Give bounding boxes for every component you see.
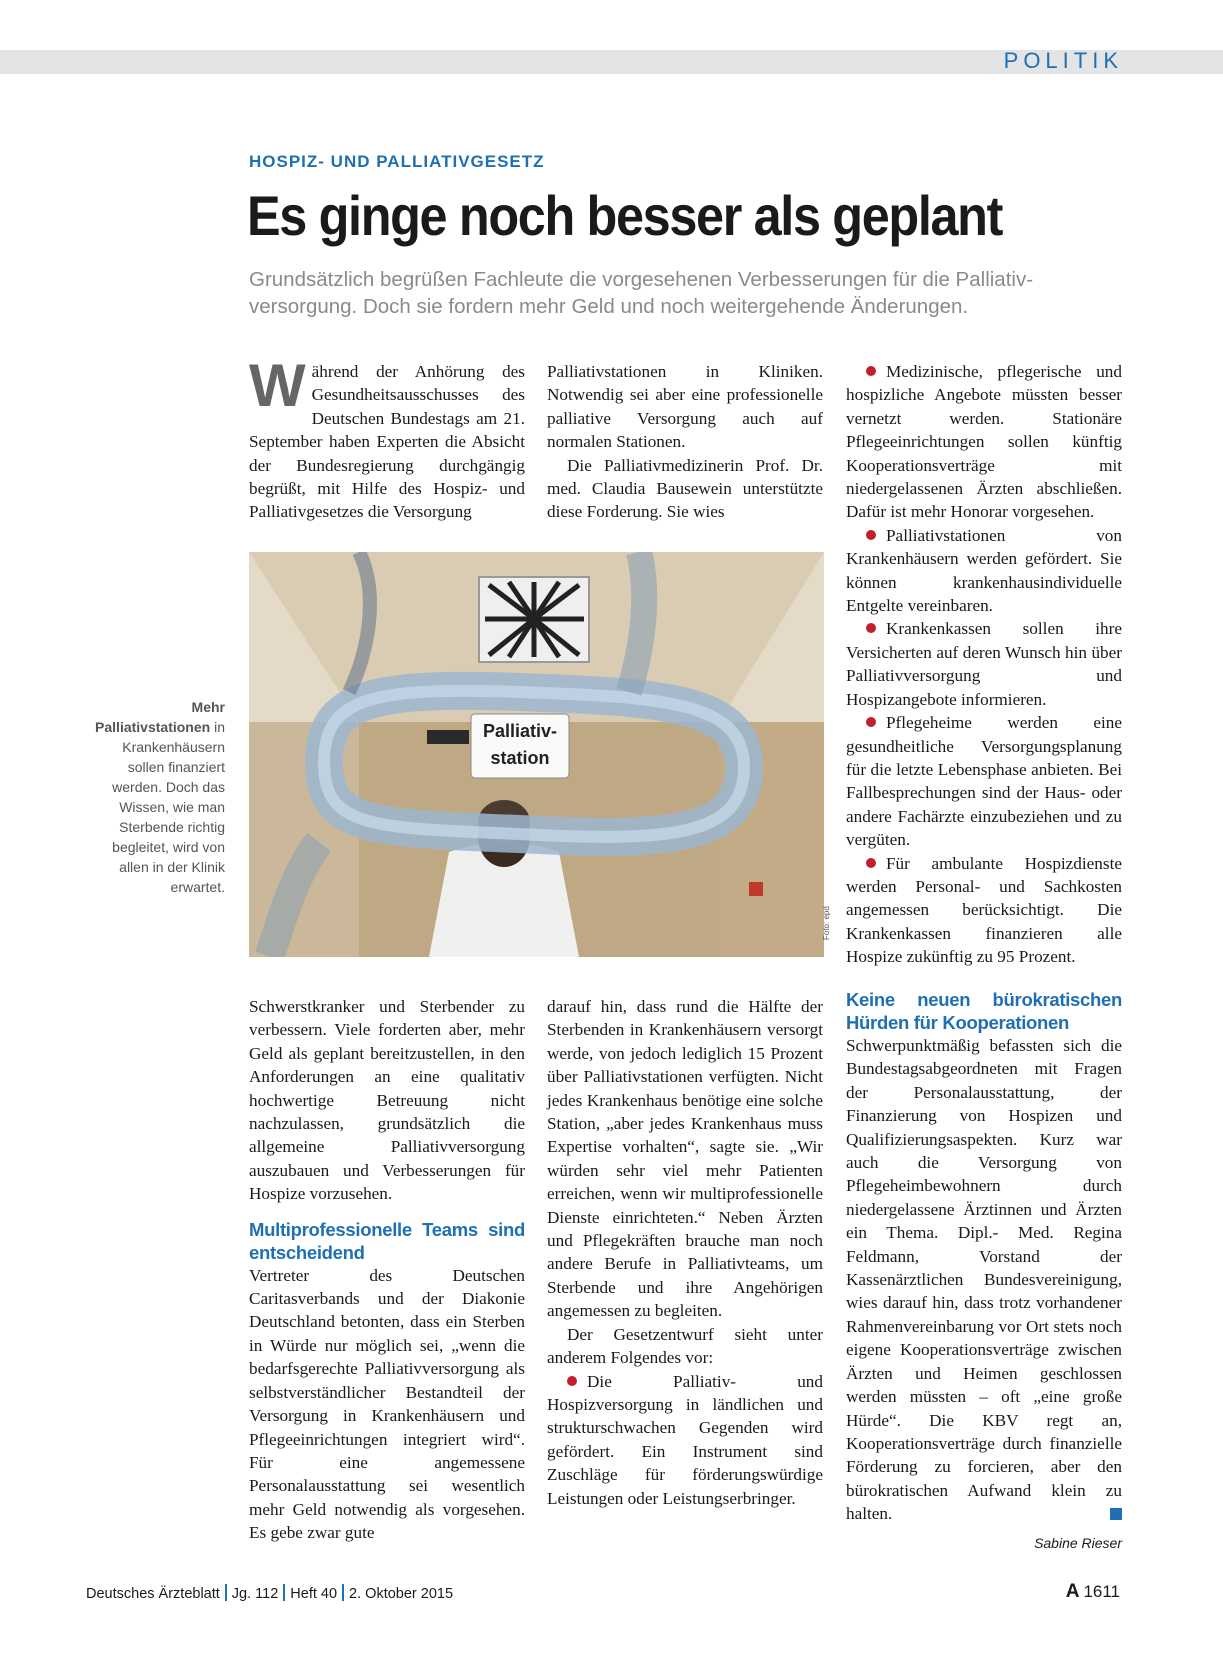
- column-2-bottom: [547, 995, 823, 1510]
- caption-lead: Mehr Palliativstationen: [95, 699, 225, 735]
- column-3-top: [846, 360, 1122, 969]
- paragraph: Schwerstkranker und Sterbender zu verbessern. Viele forderten aber, mehr Geld als geplant bereitzustellen, in den Anforderungen an eine qualitativ hochwertige Betreuung nicht nachzulassen, grundsätzlich die allgemeine Palliativversorgung auszubauen und Verbesserungen für Hospize vorzusehen.: [249, 997, 525, 1204]
- bullet-item: Krankenkassen sollen ihre Versicherten auf deren Wunsch hin über Palliativversorgung und Hospizangebote informieren.: [846, 619, 1122, 709]
- divider: [225, 1584, 227, 1601]
- page-number: A 1611: [1065, 1581, 1120, 1602]
- paragraph: Vertreter des Deutschen Caritasverbands und der Diakonie Deutschland betonten, dass ein Sterben in Würde nur möglich sei, „wenn die bedarfsgerechte Palliativversorgung als selbstverständlicher Bestandteil der Versorgung in Krankenhäusern und Pflegeeinrichtungen integriert wird“. Für eine angemessene Personalausstattung sei wesentlich mehr Geld notwendig als vorgesehen. Es gebe zwar gute: [249, 1265, 525, 1543]
- volume: Jg. 112: [231, 1586, 279, 1602]
- bullet-dot-icon: [866, 858, 876, 868]
- bullet-item: Medizinische, pflegerische und hospizliche Angebote müssten besser vernetzt werden. Stationäre Pflegeeinrichtungen sollen künftig Kooperationsverträge mit niedergelassenen Ärzten abschließen. Dafür ist mehr Honorar vorgesehen.: [846, 362, 1122, 522]
- article-photo: [249, 552, 824, 957]
- bullet-item: Palliativstationen von Krankenhäusern werden gefördert. Sie können krankenhausindividuelle Entgelte vereinbaren.: [846, 525, 1122, 616]
- page-prefix: A: [1065, 1581, 1080, 1602]
- bullet-item: Die Palliativ- und Hospizversorgung in ländlichen und strukturschwachen Gegenden wird gefördert. Ein Instrument sind Zuschläge für förderungswürdige Leistungen oder Leistungserbringer.: [547, 1371, 823, 1508]
- end-mark-icon: [1110, 1508, 1122, 1520]
- bullet-dot-icon: [567, 1376, 577, 1386]
- divider: [342, 1584, 344, 1601]
- bullet-dot-icon: [866, 717, 876, 727]
- article-headline: Es ginge noch besser als geplant: [247, 184, 1003, 247]
- bullet-dot-icon: [866, 366, 876, 376]
- section-label: POLITIK: [1003, 48, 1123, 73]
- issue-date: 2. Oktober 2015: [349, 1586, 454, 1602]
- photo-caption: Mehr Palliativstationen in Krankenhäusern sollen finanziert werden. Doch das Wissen, wie man Sterbende richtig begleitet, wird von allen in der Klinik erwartet.: [95, 699, 225, 895]
- subheading: Keine neuen bürokratischen Hürden für Kooperationen: [846, 989, 1122, 1033]
- intro-paragraph: Während der Anhörung des Gesundheitsausschusses des Deutschen Bundestags am 21. September haben Experten die Absicht der Bundesregierung durchgängig begrüßt, mit Hilfe des Hospiz- und Palliativgesetzes die Versorgung: [249, 352, 525, 522]
- sign-text-2: station: [490, 748, 550, 768]
- paragraph: Palliativstationen in Kliniken. Notwendig sei aber eine professionelle palliative Versorgung auch auf normalen Stationen.: [547, 362, 823, 452]
- issue: Heft 40: [290, 1586, 338, 1602]
- column-3-bottom: [846, 988, 1122, 1555]
- paragraph: Die Palliativmedizinerin Prof. Dr. med. Claudia Bausewein unterstützte diese Forderung. Sie wies: [547, 455, 823, 522]
- subheading: Multiprofessionelle Teams sind entscheidend: [249, 1218, 525, 1263]
- column-2-top: [547, 360, 823, 524]
- photo-credit: Foto: epd: [822, 906, 831, 940]
- paragraph: darauf hin, dass rund die Hälfte der Sterbenden in Krankenhäusern versorgt werde, von jedoch lediglich 15 Prozent über Palliativstationen verfügten. Nicht jedes Krankenhaus benötige eine solche Station, „aber jedes Krankenhaus muss Expertise vorhalten“, sagte sie. „Wir würden sehr viel mehr Patienten erreichen, wenn wir multiprofessionelle Dienste einrichteten.“ Neben Ärzten und Pflegekräften brauche man noch andere Berufe in Palliativteams, um Sterbende und ihre Angehörigen angemessen zu begleiten.: [547, 997, 823, 1321]
- bullet-dot-icon: [866, 530, 876, 540]
- paragraph: Der Gesetzentwurf sieht unter anderem Folgendes vor:: [547, 1324, 823, 1368]
- article-standfirst: Grundsätzlich begrüßen Fachleute die vorgesehenen Verbesserungen für die Palliativ-versorgung. Doch sie fordern mehr Geld und noch weitergehende Änderungen.: [249, 268, 1034, 318]
- bullet-item: Pflegeheime werden eine gesundheitliche Versorgungsplanung für die letzte Lebensphase anbieten. Bei Fallbesprechungen sind der Haus- oder andere Fachärzte einzubeziehen und zu vergüten.: [846, 713, 1122, 850]
- bullet-item: Für ambulante Hospizdienste werden Personal- und Sachkosten angemessen berücksichtigt. Die Krankenkassen finanzieren alle Hospize zukünftig zu 95 Prozent.: [846, 853, 1122, 967]
- author-byline: Sabine Rieser: [1034, 1534, 1122, 1551]
- divider: [283, 1584, 285, 1601]
- page-footer: [86, 1584, 453, 1602]
- column-1-top: [249, 352, 525, 524]
- journal-name: Deutsches Ärzteblatt: [86, 1586, 220, 1602]
- column-1-bottom: [249, 995, 525, 1545]
- drop-cap: W: [249, 352, 306, 419]
- hospital-corridor-illustration: [249, 552, 824, 957]
- paragraph: Schwerpunktmäßig befassten sich die Bundestagsabgeordneten mit Fragen der Personalausstattung, der Finanzierung von Hospizen und Qualifizierungsaspekten. Kurz war auch die Versorgung von Pflegeheimbewohnern durch niedergelassene Ärztinnen und Ärzten ein Thema. Dipl.- Med. Regina Feldmann, Vorstand der Kassenärztlichen Bundesvereinigung, wies darauf hin, dass trotz vorhandener Rahmenvereinbarung vor Ort stets noch eigene Kooperationsverträge zwischen Ärzten und Heimen geschlossen werden müssten – oft „eine große Hürde“. Die KBV regt an, Kooperationsverträge durch finanzielle Förderung zu forcieren, aber den bürokratischen Aufwand klein zu halten.: [846, 1036, 1122, 1524]
- article-kicker: HOSPIZ- UND PALLIATIVGESETZ: [249, 152, 545, 171]
- bullet-dot-icon: [866, 623, 876, 633]
- sign-text-1: Palliativ-: [482, 721, 558, 741]
